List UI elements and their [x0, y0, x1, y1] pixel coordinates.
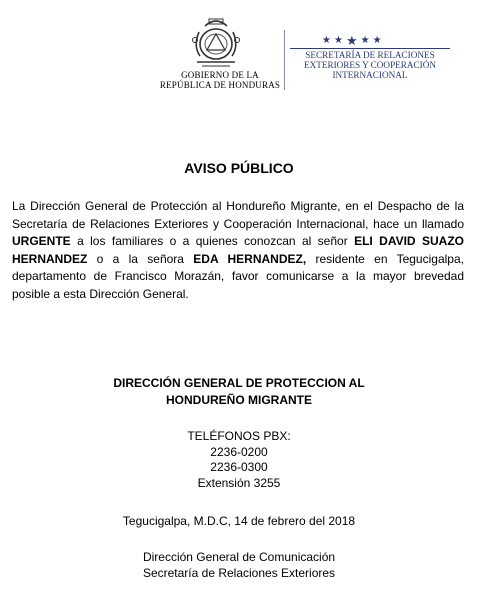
sre-line: SECRETARÍA DE RELACIONES [305, 50, 435, 60]
sre-rule [290, 48, 450, 49]
phone-extension: Extensión 3255 [197, 475, 281, 490]
bold-text: EDA HERNANDEZ, [193, 251, 307, 266]
organization-block [0, 375, 478, 409]
stars-row [322, 32, 442, 46]
phone-number: 2236-0200 [210, 444, 268, 459]
signature-line: Secretaría de Relaciones Exteriores [142, 566, 336, 580]
paragraph-text: a los familiares o a quienes conozcan al señor [70, 234, 355, 249]
sre-line: INTERNACIONAL [332, 70, 408, 80]
star-icon: ★ [360, 35, 370, 47]
notice-title: AVISO PÚBLICO [184, 160, 294, 176]
gobierno-label: GOBIERNO DE LA [181, 70, 259, 80]
star-icon: ★ [345, 32, 358, 48]
phones-label: TELÉFONOS PBX: [187, 429, 291, 443]
signature-line: Dirección General de Comunicación [142, 550, 336, 564]
sre-logo-text [290, 50, 450, 80]
signature-block [0, 549, 478, 581]
paragraph-text: o a la señora [87, 251, 194, 266]
letterhead [0, 0, 478, 110]
organization-line: DIRECCIÓN GENERAL DE PROTECCION AL [113, 376, 365, 390]
paragraph-text: La Dirección General de Protección al Hondureño Migrante, en el Despacho de la Secretaría de Relaciones Exteriores y Cooperación Internacional, hace un llamado [12, 199, 464, 231]
paragraph-text: residente en Tegucigalpa, departamento de Francisco Morazán, favor comunicarse a la mayor brevedad posible a esta Dirección General. [12, 251, 464, 301]
bold-text: ELI DAVID SUAZO HERNANDEZ [12, 234, 464, 266]
phone-number: 2236-0300 [210, 460, 268, 474]
header-divider [284, 30, 285, 90]
notice-paragraph [12, 198, 464, 304]
contact-block [0, 429, 478, 491]
honduras-coat-of-arms-icon [187, 14, 245, 70]
sre-line: EXTERIORES Y COOPERACIÓN [303, 60, 437, 70]
star-icon: ★ [372, 35, 382, 47]
bold-text: URGENTE [12, 234, 71, 249]
dateline: Tegucigalpa, M.D.C, 14 de febrero del 2018 [122, 514, 356, 528]
organization-line: HONDUREÑO MIGRANTE [166, 393, 312, 407]
republica-label: REPÚBLICA DE HONDURAS [159, 80, 281, 90]
star-icon: ★ [333, 35, 343, 47]
star-icon: ★ [322, 35, 331, 47]
